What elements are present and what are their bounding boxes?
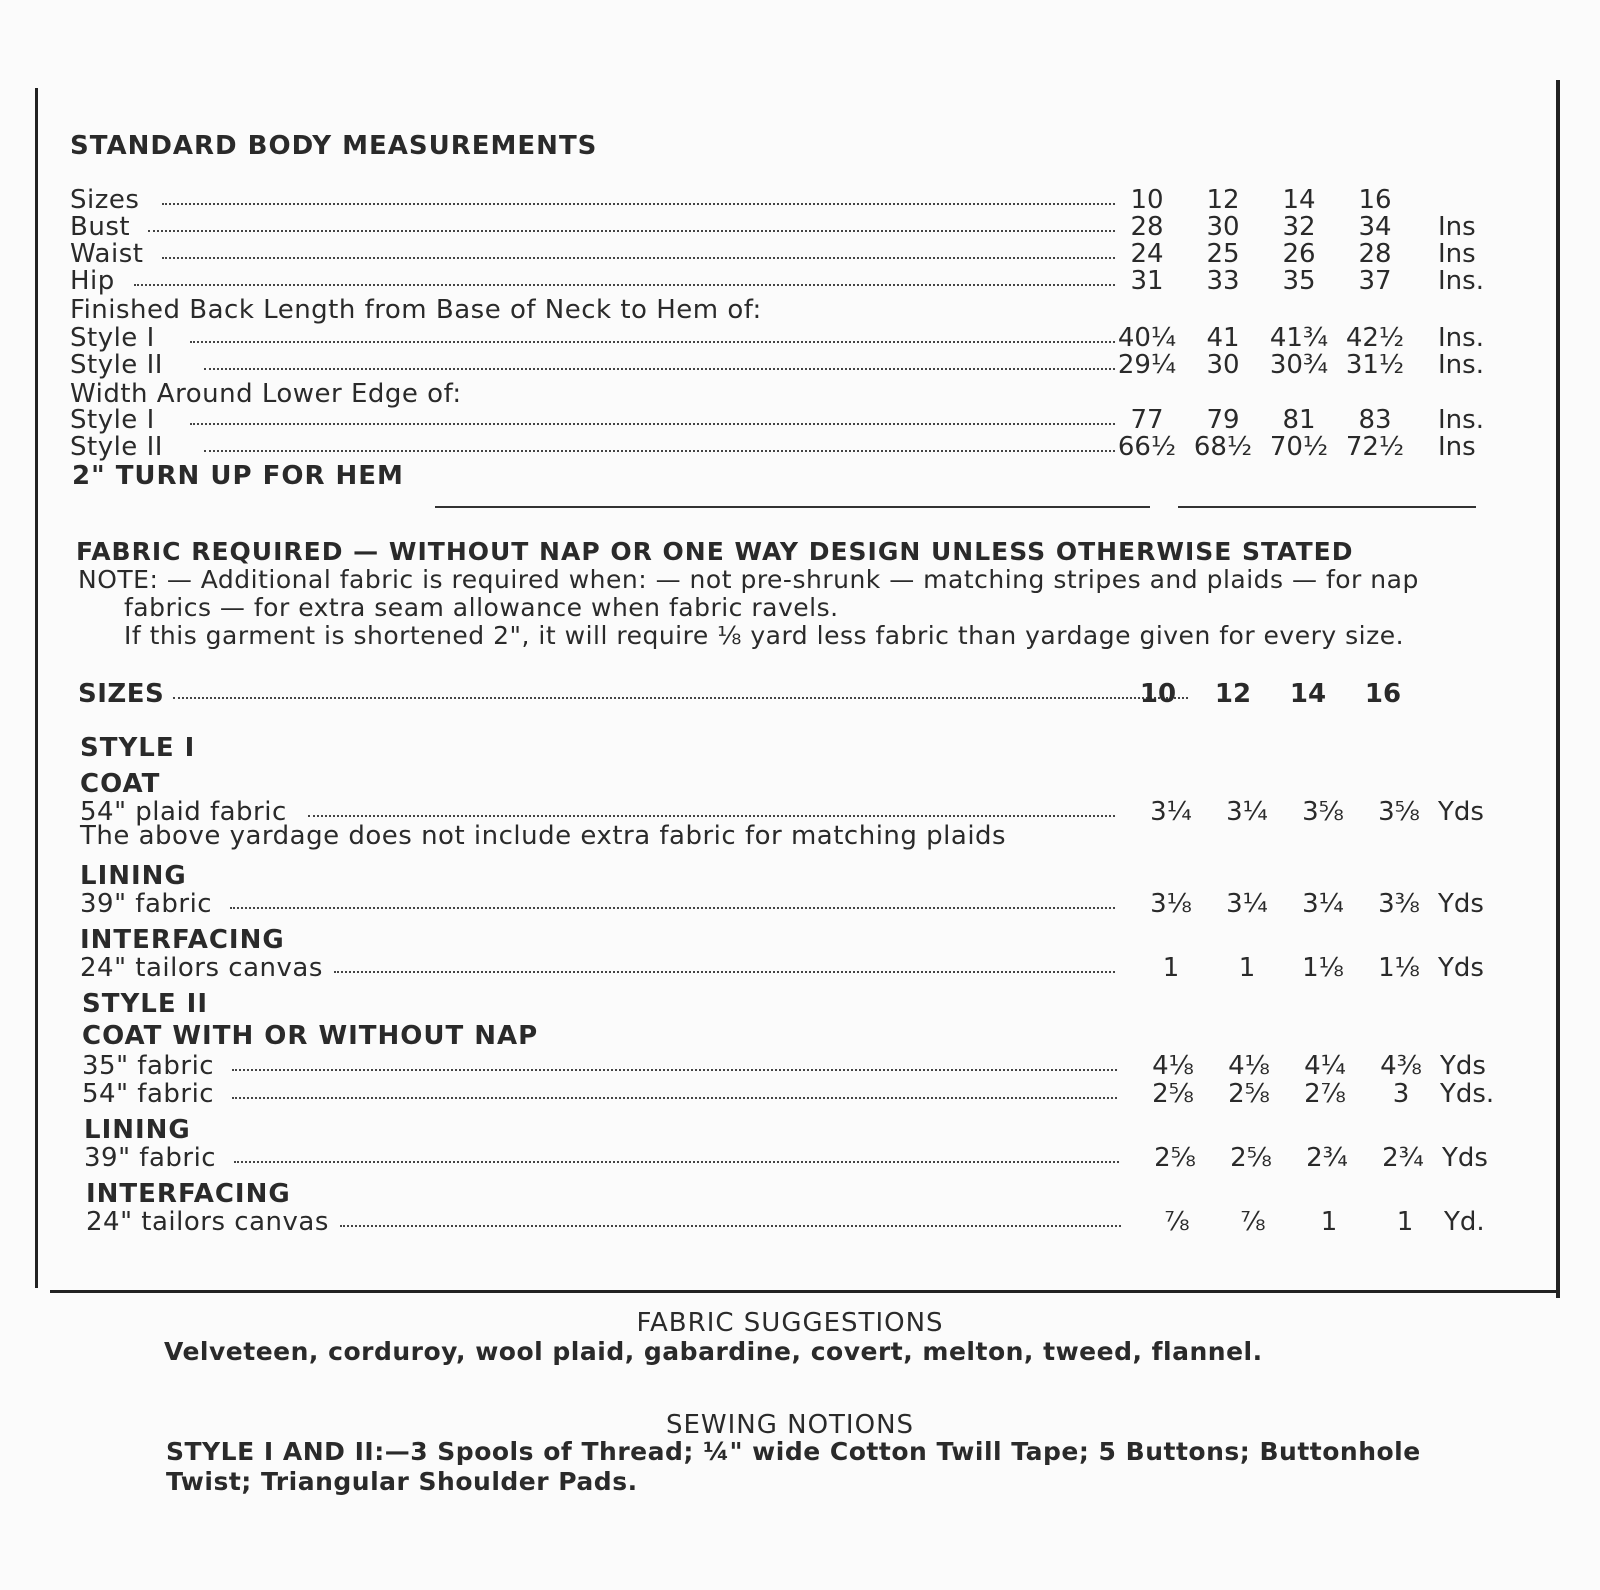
style2-coat-row — [82, 1052, 1502, 1080]
measurement-value: 2⅝ — [1154, 1143, 1196, 1173]
measurement-row — [70, 351, 1490, 379]
unit-label: Yds — [1438, 797, 1484, 827]
sewing-notions-title: SEWING NOTIONS — [665, 1410, 915, 1440]
leader-dots — [234, 1161, 1119, 1163]
row-label: Bust — [70, 212, 131, 242]
row-label: Style II — [70, 432, 163, 462]
style1-lining-heading: LINING — [80, 861, 187, 891]
row-label: Style I — [70, 323, 155, 353]
measurement-value: 32 — [1282, 212, 1316, 242]
leader-dots — [162, 203, 1115, 205]
leader-dots — [230, 907, 1115, 909]
measurement-value: ⅞ — [1240, 1207, 1266, 1237]
measurement-value: 3⅝ — [1378, 797, 1420, 827]
style1-lining-row — [80, 890, 1500, 918]
measurement-value: 1 — [1320, 1207, 1338, 1237]
measurement-value: 4⅛ — [1152, 1051, 1194, 1081]
row-label: 54" plaid fabric — [80, 797, 287, 827]
measurement-value: 30¾ — [1269, 350, 1329, 380]
measurement-value: 28 — [1358, 239, 1392, 269]
measurement-value: 4⅛ — [1228, 1051, 1270, 1081]
style2-heading: STYLE II — [82, 989, 209, 1019]
measurement-value: 2¾ — [1306, 1143, 1348, 1173]
row-label: Hip — [70, 266, 115, 296]
measurement-value: 3¼ — [1226, 797, 1268, 827]
measurement-value: 1⅛ — [1378, 953, 1420, 983]
measurement-value: 30 — [1206, 350, 1240, 380]
measurement-value: 70½ — [1269, 432, 1329, 462]
measurement-value: 3 — [1392, 1079, 1410, 1109]
style1-coat-heading: COAT — [80, 769, 161, 799]
row-label: Style II — [70, 350, 163, 380]
style1-heading: STYLE I — [80, 733, 196, 763]
leader-dots — [308, 815, 1115, 817]
unit-label: Ins — [1438, 239, 1476, 269]
sizes-row — [78, 680, 1498, 708]
unit-label: Ins. — [1438, 323, 1484, 353]
unit-label: Yds — [1438, 953, 1484, 983]
leader-dots — [204, 450, 1115, 452]
hem-note: 2" TURN UP FOR HEM — [72, 461, 404, 491]
measurement-value: 42½ — [1345, 323, 1405, 353]
size-value: 12 — [1214, 679, 1252, 709]
fabric-note-line3: If this garment is shortened 2", it will require ⅛ yard less fabric than yardage given for every size. — [124, 621, 1405, 650]
measurement-value: 12 — [1206, 185, 1240, 215]
size-value: 16 — [1364, 679, 1402, 709]
measurement-value: 3⅜ — [1378, 889, 1420, 919]
measurement-value: 2⅝ — [1230, 1143, 1272, 1173]
measurement-value: 41 — [1206, 323, 1240, 353]
measurement-value: 14 — [1282, 185, 1316, 215]
unit-label: Ins. — [1438, 405, 1484, 435]
style2-coat-heading: COAT WITH OR WITHOUT NAP — [82, 1021, 539, 1051]
style1-interfacing-heading: INTERFACING — [80, 925, 285, 955]
style2-lining-row — [84, 1144, 1504, 1172]
measurement-value: 1⅛ — [1302, 953, 1344, 983]
measurement-value: 31 — [1130, 266, 1164, 296]
measurement-value: 79 — [1206, 405, 1240, 435]
measurement-value: 37 — [1358, 266, 1392, 296]
measurement-value: 3¼ — [1150, 797, 1192, 827]
fabric-note-line2: fabrics — for extra seam allowance when fabric ravels. — [124, 593, 839, 622]
measurement-value: 68½ — [1193, 432, 1253, 462]
measurement-value: 2⅞ — [1304, 1079, 1346, 1109]
frame-right-border — [1556, 80, 1560, 1298]
leader-dots — [204, 368, 1115, 370]
measurement-value: 24 — [1130, 239, 1164, 269]
measurement-value: 1 — [1396, 1207, 1414, 1237]
sizes-label: SIZES — [78, 679, 165, 709]
measurement-row — [70, 324, 1490, 352]
leader-dots — [232, 1097, 1117, 1099]
row-label: 35" fabric — [82, 1051, 215, 1081]
style2-lining-heading: LINING — [84, 1115, 191, 1145]
unit-label: Ins. — [1438, 350, 1484, 380]
measurement-value: 28 — [1130, 212, 1164, 242]
measurement-value: 3¼ — [1226, 889, 1268, 919]
frame-left-border — [35, 88, 38, 1288]
measurement-value: 41¾ — [1269, 323, 1329, 353]
measurement-value: 81 — [1282, 405, 1316, 435]
row-label: 39" fabric — [84, 1143, 217, 1173]
row-label: 24" tailors canvas — [86, 1207, 329, 1237]
measurement-row — [70, 186, 1490, 214]
measurement-value: 29¼ — [1117, 350, 1177, 380]
measurement-value: 1 — [1238, 953, 1256, 983]
row-label: Sizes — [70, 185, 140, 215]
measurement-value: 3⅝ — [1302, 797, 1344, 827]
measurement-row — [70, 240, 1490, 268]
size-value: 14 — [1289, 679, 1327, 709]
measurement-value: 30 — [1206, 212, 1240, 242]
row-label: 39" fabric — [80, 889, 213, 919]
measurement-row — [70, 433, 1490, 461]
measurement-value: 33 — [1206, 266, 1240, 296]
measurement-value: 66½ — [1117, 432, 1177, 462]
measurement-value: 83 — [1358, 405, 1392, 435]
sewing-notions-line2: Twist; Triangular Shoulder Pads. — [166, 1467, 638, 1496]
measurement-value: 2⅝ — [1152, 1079, 1194, 1109]
back-length-heading: Finished Back Length from Base of Neck to Hem of: — [70, 295, 762, 325]
fabric-required-title: FABRIC REQUIRED — WITHOUT NAP OR ONE WAY DESIGN UNLESS OTHERWISE STATED — [76, 537, 1354, 566]
leader-dots — [232, 1069, 1117, 1071]
measurement-value: 35 — [1282, 266, 1316, 296]
measurement-value: 3¼ — [1302, 889, 1344, 919]
measurement-value: 25 — [1206, 239, 1240, 269]
divider-line — [435, 506, 1150, 508]
unit-label: Yds — [1442, 1143, 1488, 1173]
leader-dots — [334, 971, 1115, 973]
measurement-value: 4⅜ — [1380, 1051, 1422, 1081]
measurement-value: 4¼ — [1304, 1051, 1346, 1081]
style1-interfacing-row — [80, 954, 1500, 982]
divider-line — [1178, 506, 1476, 508]
frame-bottom-border — [50, 1290, 1560, 1293]
unit-label: Yds — [1440, 1051, 1486, 1081]
measurement-value: 40¼ — [1117, 323, 1177, 353]
row-label: Waist — [70, 239, 144, 269]
size-value: 10 — [1139, 679, 1177, 709]
fabric-suggestions-text: Velveteen, corduroy, wool plaid, gabardine, covert, melton, tweed, flannel. — [164, 1337, 1263, 1366]
sewing-notions-line1: STYLE I AND II:—3 Spools of Thread; ¼" wide Cotton Twill Tape; 5 Buttons; Buttonhole — [166, 1437, 1421, 1466]
leader-dots — [162, 257, 1115, 259]
measurement-value: 2⅝ — [1228, 1079, 1270, 1109]
width-heading: Width Around Lower Edge of: — [70, 379, 462, 409]
fabric-suggestions-title: FABRIC SUGGESTIONS — [636, 1308, 944, 1338]
measurement-row — [70, 406, 1490, 434]
leader-dots — [173, 697, 1188, 699]
unit-label: Ins. — [1438, 266, 1484, 296]
unit-label: Ins — [1438, 212, 1476, 242]
measurement-value: 31½ — [1345, 350, 1405, 380]
measurement-value: 72½ — [1345, 432, 1405, 462]
unit-label: Yd. — [1444, 1207, 1485, 1237]
measurement-value: 1 — [1162, 953, 1180, 983]
measurement-value: 16 — [1358, 185, 1392, 215]
measurement-value: ⅞ — [1164, 1207, 1190, 1237]
row-label: 54" fabric — [82, 1079, 215, 1109]
unit-label: Ins — [1438, 432, 1476, 462]
unit-label: Yds — [1438, 889, 1484, 919]
leader-dots — [134, 284, 1115, 286]
style2-coat-row — [82, 1080, 1502, 1108]
row-label: Style I — [70, 405, 155, 435]
leader-dots — [148, 230, 1115, 232]
style2-interfacing-row — [86, 1208, 1506, 1236]
leader-dots — [340, 1225, 1121, 1227]
row-label: 24" tailors canvas — [80, 953, 323, 983]
measurement-row — [70, 213, 1490, 241]
style1-coat-note: The above yardage does not include extra fabric for matching plaids — [80, 821, 1007, 851]
leader-dots — [190, 341, 1115, 343]
measurement-value: 26 — [1282, 239, 1316, 269]
unit-label: Yds. — [1440, 1079, 1495, 1109]
measurement-value: 34 — [1358, 212, 1392, 242]
measurement-value: 10 — [1130, 185, 1164, 215]
leader-dots — [190, 423, 1115, 425]
measurement-row — [70, 267, 1490, 295]
measurement-value: 2¾ — [1382, 1143, 1424, 1173]
measurement-value: 3⅛ — [1150, 889, 1192, 919]
measurement-value: 77 — [1130, 405, 1164, 435]
fabric-note-line1: NOTE: — Additional fabric is required when: — not pre-shrunk — matching stripes and plaids — for nap — [78, 565, 1419, 594]
body-measurements-title: STANDARD BODY MEASUREMENTS — [70, 131, 598, 161]
style2-interfacing-heading: INTERFACING — [86, 1179, 291, 1209]
